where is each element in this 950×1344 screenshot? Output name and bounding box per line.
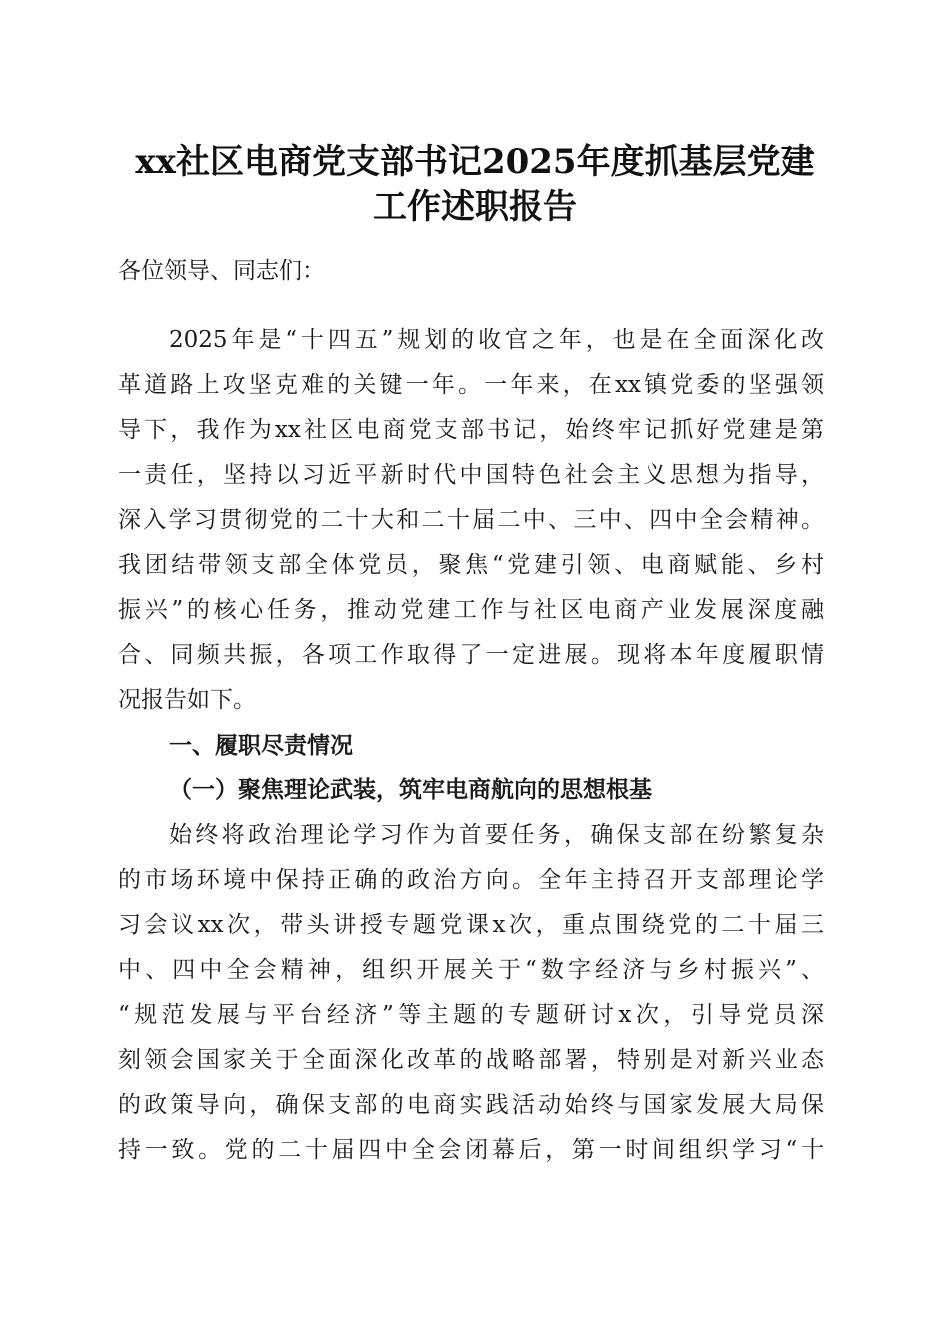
paragraph-line: 始终将政治理论学习作为首要任务，确保支部在纷繁复杂 xyxy=(169,822,824,848)
paragraph-line: 刻领会国家关于全面深化改革的战略部署，特别是对新兴业态 xyxy=(118,1047,824,1073)
paragraph-line: 2025年是“十四五”规划的收官之年，也是在全面深化改 xyxy=(169,327,824,353)
paragraph-line: 振兴”的核心任务，推动党建工作与社区电商产业发展深度融 xyxy=(118,597,824,623)
paragraph-line: 合、同频共振，各项工作取得了一定进展。现将本年度履职情 xyxy=(118,642,824,668)
paragraph-line: 深入学习贯彻党的二十大和二十届二中、三中、四中全会精神。 xyxy=(118,507,824,533)
document-title-line-1: xx社区电商党支部书记2025年度抓基层党建 xyxy=(135,142,815,182)
salutation: 各位领导、同志们： xyxy=(118,258,325,284)
paragraph-line: 一责任，坚持以习近平新时代中国特色社会主义思想为指导， xyxy=(118,462,824,488)
paragraph-line: 习会议xx次，带头讲授专题党课x次，重点围绕党的二十届三 xyxy=(118,912,824,938)
paragraph-line: 我团结带领支部全体党员，聚焦“党建引领、电商赋能、乡村 xyxy=(118,552,824,578)
section-heading-1: 一、履职尽责情况 xyxy=(169,733,353,759)
paragraph-line: 革道路上攻坚克难的关键一年。一年来，在xx镇党委的坚强领 xyxy=(118,372,824,398)
paragraph-line: 的政策导向，确保支部的电商实践活动始终与国家发展大局保 xyxy=(118,1092,824,1118)
paragraph-line: “规范发展与平台经济”等主题的专题研讨x次，引导党员深 xyxy=(118,1002,824,1028)
paragraph-line: 导下，我作为xx社区电商党支部书记，始终牢记抓好党建是第 xyxy=(118,417,824,443)
document-title-line-2: 工作述职报告 xyxy=(373,187,577,227)
paragraph-line: 中、四中全会精神，组织开展关于“数字经济与乡村振兴”、 xyxy=(118,957,824,983)
section-heading-2: （一）聚焦理论武装，筑牢电商航向的思想根基 xyxy=(169,776,652,803)
paragraph-line: 的市场环境中保持正确的政治方向。全年主持召开支部理论学 xyxy=(118,867,824,893)
paragraph-line: 况报告如下。 xyxy=(118,687,256,713)
paragraph-line: 持一致。党的二十届四中全会闭幕后，第一时间组织学习“十 xyxy=(118,1137,824,1163)
